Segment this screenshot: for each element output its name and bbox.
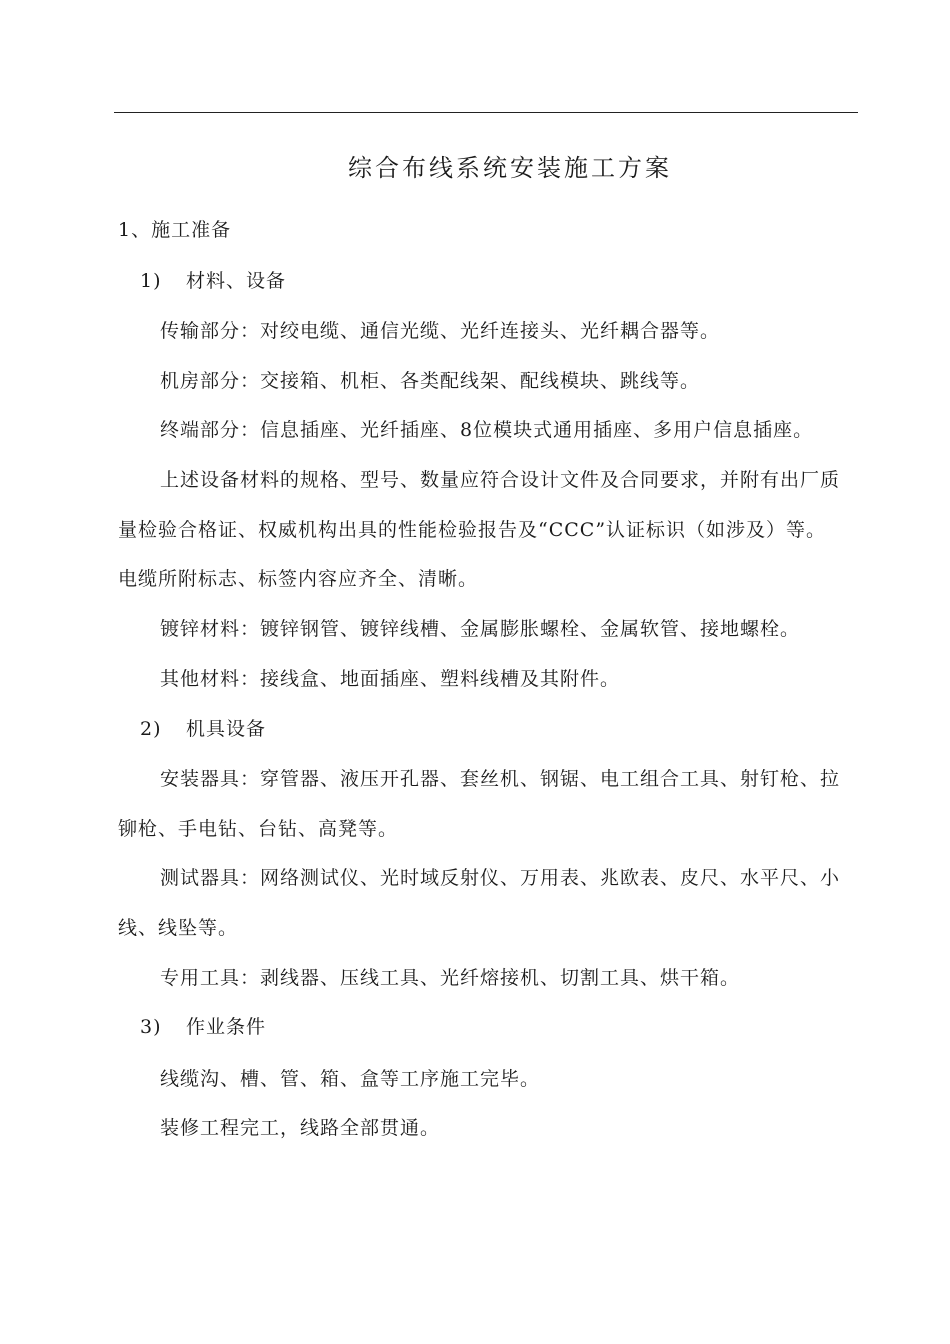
paragraph-quality-line-1: 上述设备材料的规格、型号、数量应符合设计文件及合同要求，并附有出厂质	[160, 469, 841, 491]
paragraph-quality-line-2: 量检验合格证、权威机构出具的性能检验报告及“CCC”认证标识（如涉及）等。	[118, 519, 827, 541]
subsection-label: 材料、设备	[186, 270, 287, 292]
paragraph-install-line-1: 安装器具：穿管器、液压开孔器、套丝机、钢锯、电工组合工具、射钉枪、拉	[160, 768, 841, 790]
paragraph-galvanized: 镀锌材料：镀锌钢管、镀锌线槽、金属膨胀螺栓、金属软管、接地螺栓。	[160, 618, 801, 640]
section-heading-1: 1、施工准备	[118, 219, 232, 241]
paragraph-test-line-1: 测试器具：网络测试仪、光时域反射仪、万用表、兆欧表、皮尺、水平尺、小	[160, 867, 841, 889]
paragraph-condition-1: 线缆沟、槽、管、箱、盒等工序施工完毕。	[160, 1068, 541, 1090]
paragraph-quality-line-3: 电缆所附标志、标签内容应齐全、清晰。	[118, 568, 479, 590]
subsection-heading-1	[140, 267, 286, 295]
subsection-number: 2)	[140, 718, 162, 740]
header-rule	[114, 112, 858, 113]
paragraph-other: 其他材料：接线盒、地面插座、塑料线槽及其附件。	[160, 668, 621, 690]
subsection-label: 机具设备	[186, 718, 267, 740]
subsection-label: 作业条件	[186, 1016, 267, 1038]
subsection-number: 3)	[140, 1016, 162, 1038]
subsection-number: 1)	[140, 270, 162, 292]
paragraph-tools: 专用工具：剥线器、压线工具、光纤熔接机、切割工具、烘干箱。	[160, 967, 741, 989]
subsection-heading-2	[140, 715, 266, 743]
paragraph-transmission: 传输部分：对绞电缆、通信光缆、光纤连接头、光纤耦合器等。	[160, 320, 721, 342]
subsection-heading-3	[140, 1013, 266, 1041]
paragraph-terminal: 终端部分：信息插座、光纤插座、8位模块式通用插座、多用户信息插座。	[160, 419, 814, 441]
paragraph-condition-2: 装修工程完工，线路全部贯通。	[160, 1117, 441, 1139]
paragraph-test-line-2: 线、线坠等。	[118, 917, 239, 939]
paragraph-machine-room: 机房部分：交接箱、机柜、各类配线架、配线模块、跳线等。	[160, 370, 701, 392]
paragraph-install-line-2: 铆枪、手电钻、台钻、高凳等。	[118, 818, 399, 840]
document-title: 综合布线系统安装施工方案	[348, 154, 672, 182]
